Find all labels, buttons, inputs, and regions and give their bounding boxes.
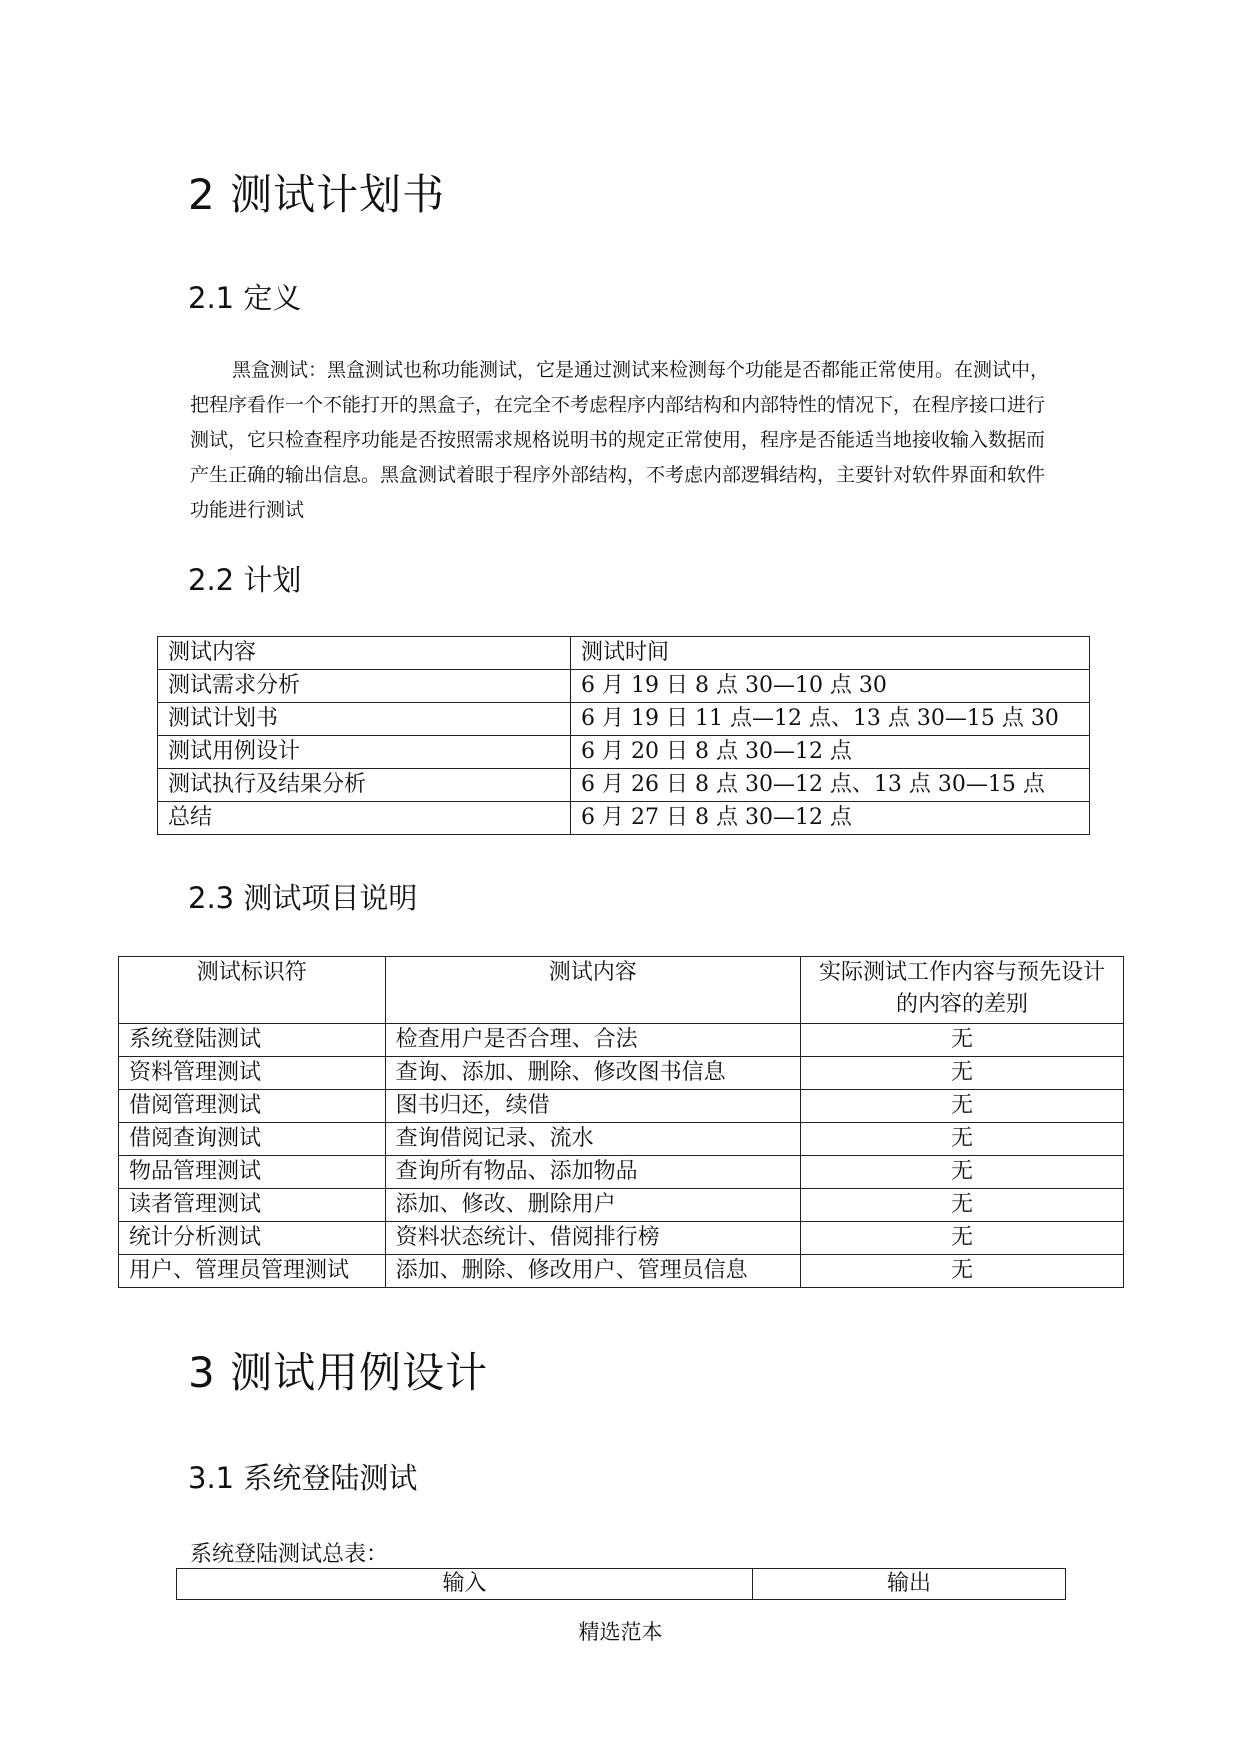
table-cell: 测试用例设计 [158,736,571,769]
table-row [158,703,1090,736]
table-cell: 统计分析测试 [119,1222,386,1255]
plan-table [157,636,1090,835]
table-row [119,1090,1124,1123]
table-cell: 查询所有物品、添加物品 [385,1156,800,1189]
table-cell: 无 [801,1057,1124,1090]
section-2-title: 2 测试计划书 [188,170,446,219]
definition-text: 黑盒测试：黑盒测试也称功能测试，它是通过测试来检测每个功能是否都能正常使用。在测试中，把程序看作一个不能打开的黑盒子，在完全不考虑程序内部结构和内部特性的情况下，在程序接口进行测试，它只检查程序功能是否按照需求规格说明书的规定正常使用，程序是否能适当地接收输入数据而产生正确的输出信息。黑盒测试着眼于程序外部结构，不考虑内部逻辑结构，主要针对软件界面和软件功能进行测试 [190,359,1050,521]
table-cell: 借阅查询测试 [119,1123,386,1156]
table-cell: 6 月 19 日 8 点 30—10 点 30 [571,670,1090,703]
test-items-table [118,956,1124,1288]
section-2-2-title: 2.2 计划 [188,563,302,597]
table-cell: 6 月 19 日 11 点—12 点、13 点 30—15 点 30 [571,703,1090,736]
section-2-3-title: 2.3 测试项目说明 [188,881,418,915]
table-header-row [158,637,1090,670]
section-2-1-title: 2.1 定义 [188,281,302,315]
table-cell: 查询借阅记录、流水 [385,1123,800,1156]
table-header-cell: 测试内容 [158,637,571,670]
table-cell: 借阅管理测试 [119,1090,386,1123]
table-header-cell: 测试内容 [385,957,800,1024]
table-cell: 读者管理测试 [119,1189,386,1222]
table-cell: 物品管理测试 [119,1156,386,1189]
table-row [119,1156,1124,1189]
table-header-cell: 测试标识符 [119,957,386,1024]
table-cell: 添加、修改、删除用户 [385,1189,800,1222]
table-cell: 6 月 26 日 8 点 30—12 点、13 点 30—15 点 [571,769,1090,802]
table-header-cell: 实际测试工作内容与预先设计的内容的差别 [801,957,1124,1024]
table-header-cell: 测试时间 [571,637,1090,670]
table-cell: 总结 [158,802,571,835]
table-header-cell: 输入 [177,1569,753,1600]
table-cell: 6 月 27 日 8 点 30—12 点 [571,802,1090,835]
page-footer: 精选范本 [578,1620,663,1644]
login-test-table [176,1568,1066,1600]
section-3-title: 3 测试用例设计 [188,1348,489,1397]
table-row [119,1189,1124,1222]
table-cell: 无 [801,1123,1124,1156]
table-cell: 无 [801,1090,1124,1123]
table-cell: 无 [801,1156,1124,1189]
table-row [158,769,1090,802]
definition-paragraph [190,353,1060,528]
table-cell: 无 [801,1222,1124,1255]
table-header-row [119,957,1124,1024]
table-row [119,1255,1124,1288]
table-cell: 无 [801,1255,1124,1288]
table-cell: 资料管理测试 [119,1057,386,1090]
table-header-row [177,1569,1066,1600]
table-cell: 系统登陆测试 [119,1024,386,1057]
table-header-cell: 输出 [753,1569,1066,1600]
table-cell: 测试执行及结果分析 [158,769,571,802]
table-cell: 图书归还，续借 [385,1090,800,1123]
table-cell: 测试需求分析 [158,670,571,703]
login-table-caption: 系统登陆测试总表： [190,1542,389,1567]
table-row [119,1024,1124,1057]
table-cell: 无 [801,1189,1124,1222]
table-row [158,736,1090,769]
table-row [158,670,1090,703]
table-row [119,1222,1124,1255]
table-cell: 查询、添加、删除、修改图书信息 [385,1057,800,1090]
table-cell: 添加、删除、修改用户、管理员信息 [385,1255,800,1288]
table-cell: 检查用户是否合理、合法 [385,1024,800,1057]
table-cell: 用户、管理员管理测试 [119,1255,386,1288]
table-cell: 无 [801,1024,1124,1057]
table-row [119,1057,1124,1090]
section-3-1-title: 3.1 系统登陆测试 [188,1461,418,1495]
table-cell: 资料状态统计、借阅排行榜 [385,1222,800,1255]
table-cell: 测试计划书 [158,703,571,736]
table-cell: 6 月 20 日 8 点 30—12 点 [571,736,1090,769]
table-row [119,1123,1124,1156]
table-row [158,802,1090,835]
